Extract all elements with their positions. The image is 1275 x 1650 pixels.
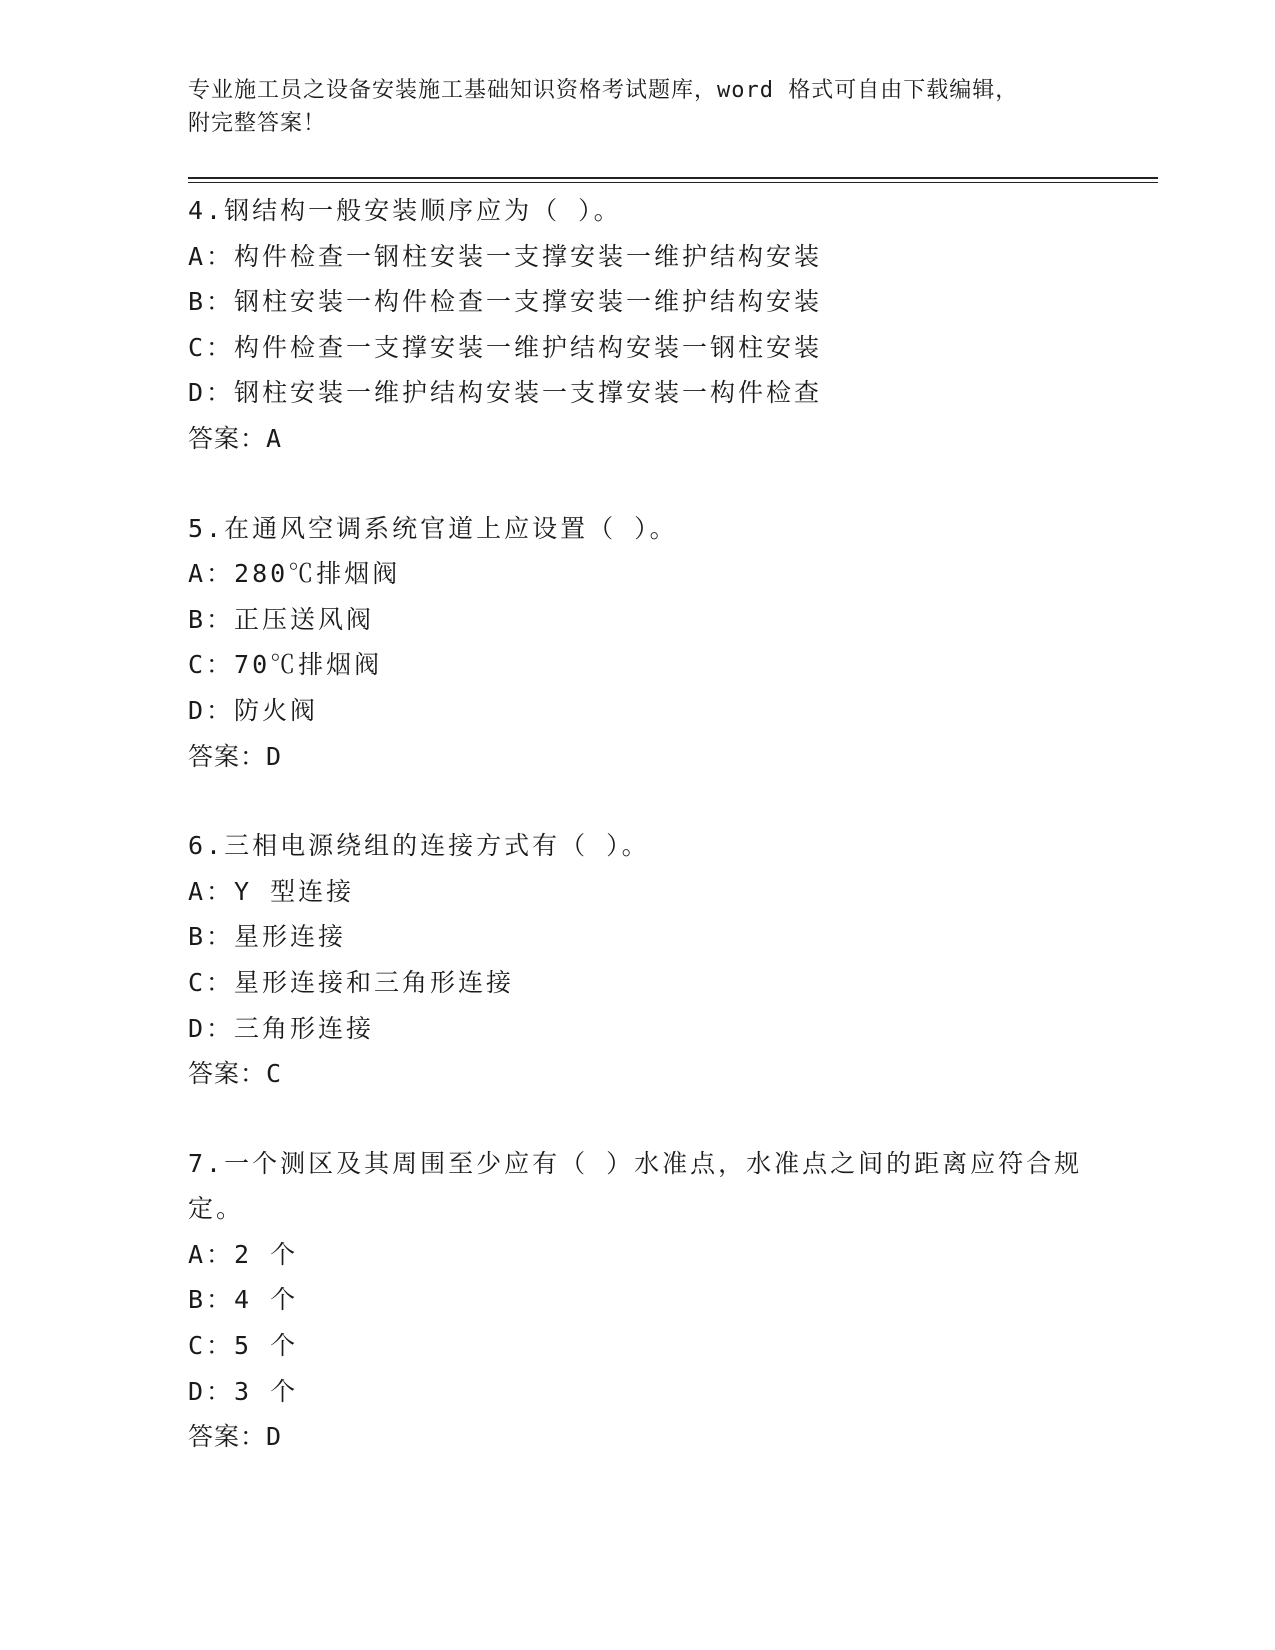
question-stem: 5.在通风空调系统官道上应设置（ ）。 (188, 513, 678, 543)
option-c: C：构件检查一支撑安装一维护结构安装一钢柱安装 (188, 332, 823, 362)
question-6 (188, 823, 1088, 1097)
question-5 (188, 506, 1088, 780)
option-b: B：正压送风阀 (188, 604, 375, 634)
question-stem: 7.一个测区及其周围至少应有（ ）水准点，水准点之间的距离应符合规定。 (188, 1148, 1083, 1224)
option-b: B：4 个 (188, 1285, 299, 1315)
option-b: B：星形连接 (188, 922, 347, 952)
answer-value: D (266, 741, 283, 771)
option-c: C：70℃排烟阀 (188, 650, 383, 680)
option-d: D：防火阀 (188, 695, 319, 725)
answer-label: 答案： (188, 741, 267, 771)
option-d: D：钢柱安装一维护结构安装一支撑安装一构件检查 (188, 378, 823, 408)
option-a: A：Y 型连接 (188, 876, 355, 906)
answer-value: C (266, 1059, 283, 1089)
answer-value: D (266, 1422, 283, 1452)
question-list (188, 188, 1088, 1504)
option-d: D：三角形连接 (188, 1013, 375, 1043)
answer-line (188, 1414, 1088, 1460)
answer-label: 答案： (188, 423, 267, 453)
answer-value: A (266, 423, 283, 453)
option-a: A：构件检查一钢柱安装一支撑安装一维护结构安装 (188, 241, 823, 271)
answer-line (188, 1051, 1088, 1097)
answer-label: 答案： (188, 1422, 267, 1452)
option-b: B：钢柱安装一构件检查一支撑安装一维护结构安装 (188, 287, 823, 317)
question-4 (188, 188, 1088, 462)
option-c: C：星形连接和三角形连接 (188, 967, 515, 997)
header-line-2: 附完整答案！ (188, 111, 327, 136)
document-header (188, 74, 1088, 140)
answer-label: 答案： (188, 1059, 267, 1089)
header-divider-thick (188, 177, 1158, 179)
option-a: A：280℃排烟阀 (188, 559, 401, 589)
option-c: C：5 个 (188, 1331, 299, 1361)
option-a: A：2 个 (188, 1239, 299, 1269)
answer-line (188, 734, 1088, 780)
question-stem: 6.三相电源绕组的连接方式有（ ）。 (188, 831, 650, 861)
header-divider-thin (188, 182, 1158, 183)
header-line-1: 专业施工员之设备安装施工基础知识资格考试题库，word 格式可自由下载编辑， (188, 78, 1019, 103)
question-stem: 4.钢结构一般安装顺序应为（ ）。 (188, 196, 622, 225)
option-d: D：3 个 (188, 1376, 299, 1406)
answer-line (188, 416, 1088, 462)
question-7 (188, 1141, 1088, 1460)
